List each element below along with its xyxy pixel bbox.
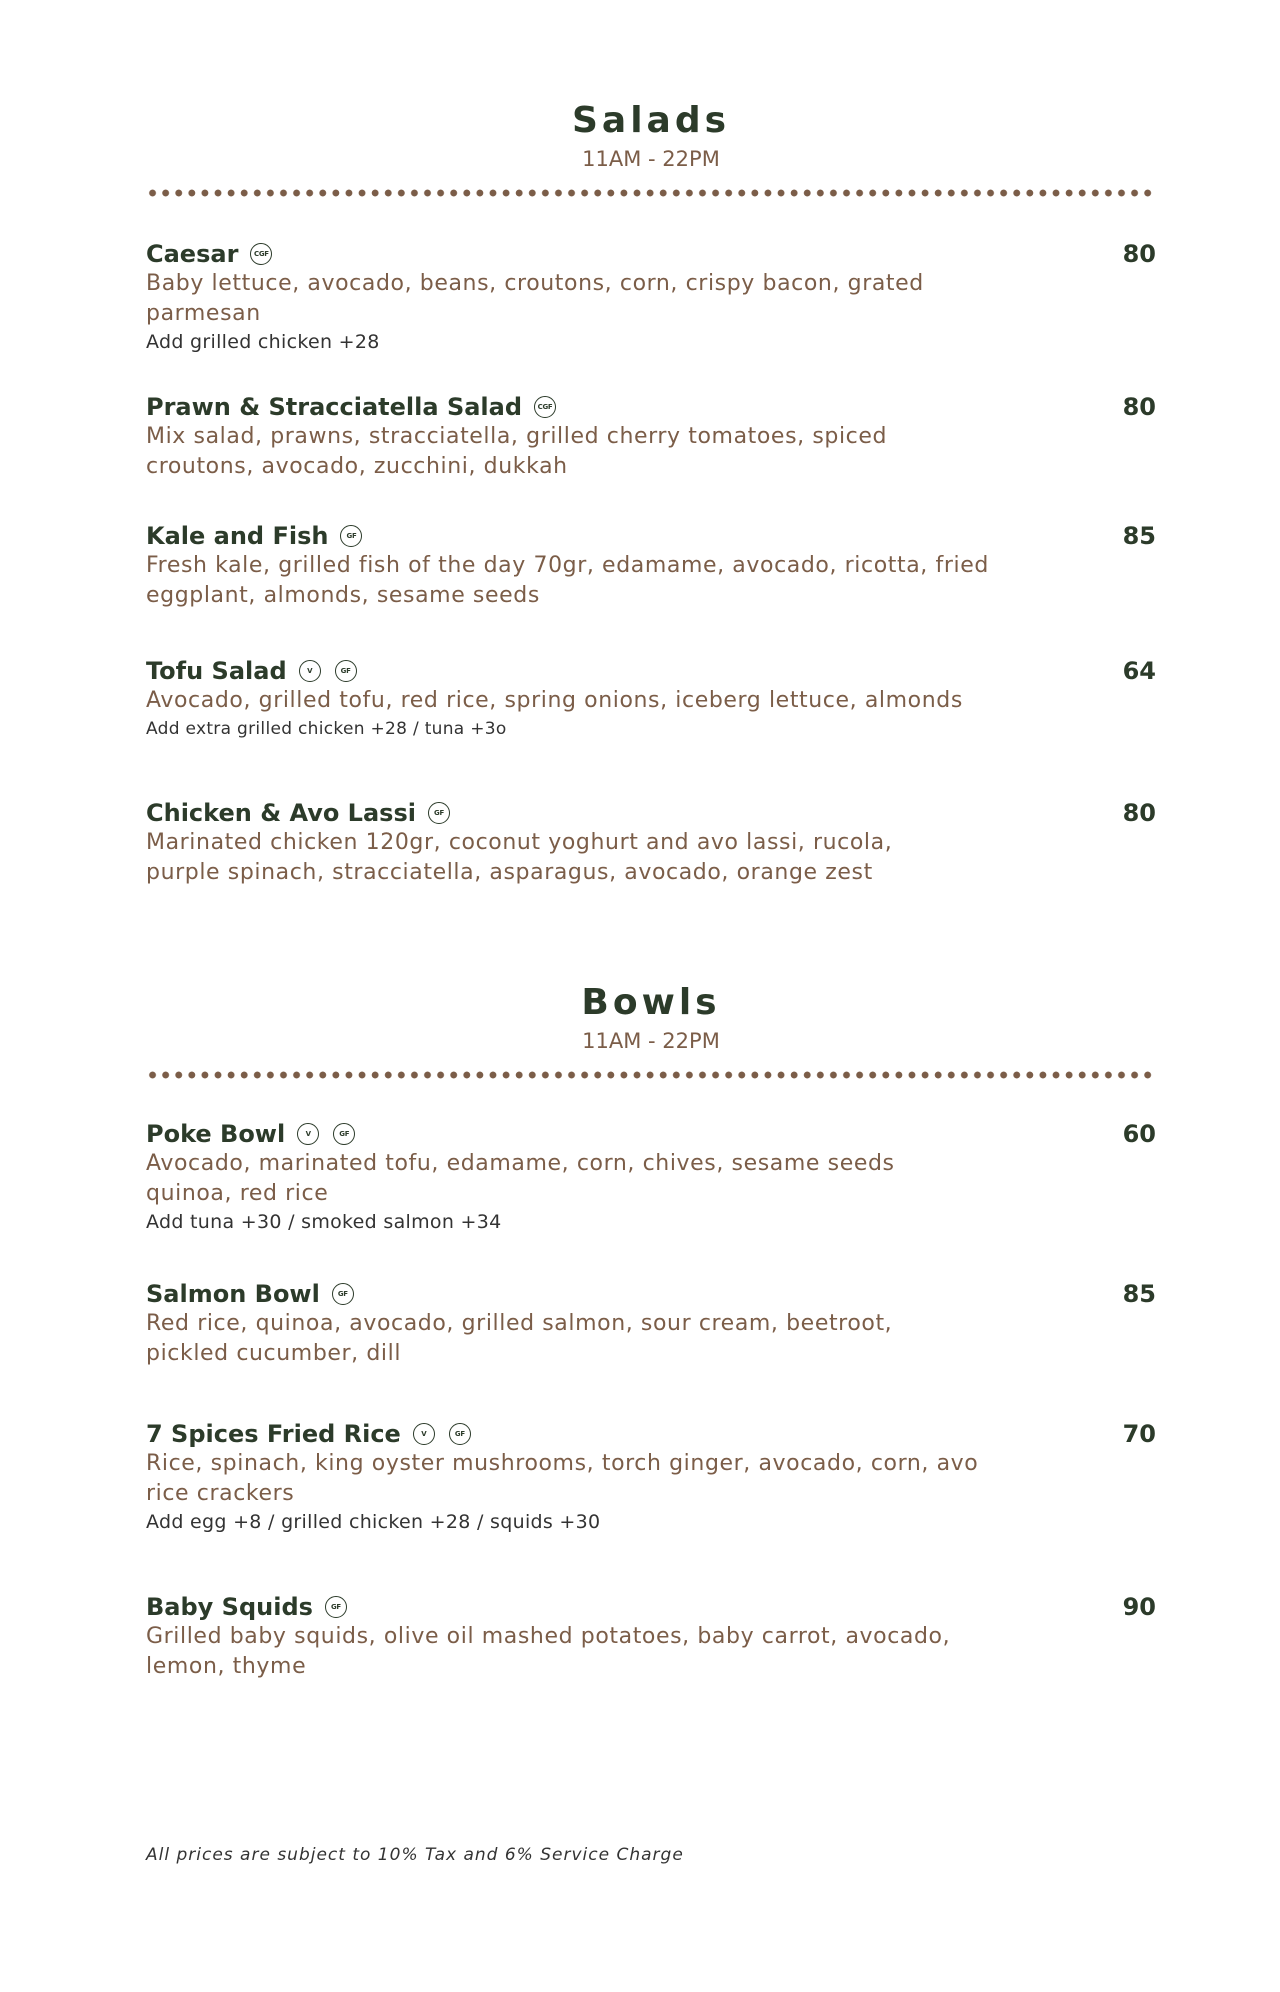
dotted-divider [146, 188, 1156, 198]
item-price: 85 [1122, 522, 1156, 550]
item-price: 80 [1122, 240, 1156, 268]
menu-item [146, 1279, 1156, 1369]
item-name: Prawn & Stracciatella Salad [146, 393, 523, 421]
section-hours: 11AM - 22PM [582, 147, 720, 171]
item-price: 64 [1122, 657, 1156, 685]
menu-item [146, 798, 1156, 888]
gf-icon: GF [332, 1283, 354, 1305]
item-description: Avocado, marinated tofu, edamame, corn, chives, sesame seeds quinoa, red rice [146, 1151, 895, 1206]
gf-icon: GF [449, 1423, 471, 1445]
gf-icon: GF [325, 1596, 347, 1618]
item-name: Kale and Fish [146, 522, 329, 550]
item-price: 80 [1122, 393, 1156, 421]
item-price: 85 [1122, 1280, 1156, 1308]
section-hours: 11AM - 22PM [582, 1029, 720, 1053]
cgf-icon: CGF [250, 243, 272, 265]
item-price: 70 [1122, 1420, 1156, 1448]
menu-item [146, 521, 1156, 611]
menu-item [146, 392, 1156, 482]
item-addon: Add egg +8 / grilled chicken +28 / squids +30 [146, 1511, 601, 1533]
item-name: 7 Spices Fried Rice [146, 1420, 401, 1448]
menu-item [146, 1419, 1156, 1535]
item-description: Marinated chicken 120gr, coconut yoghurt and avo lassi, rucola, purple spinach, stracciatella, asparagus, avocado, orange zest [146, 830, 893, 885]
salads-section [146, 100, 1156, 198]
item-description: Fresh kale, grilled fish of the day 70gr, edamame, avocado, ricotta, fried eggplant, almonds, sesame seeds [146, 553, 989, 608]
vegan-icon: V [413, 1423, 435, 1445]
footer-note: All prices are subject to 10% Tax and 6% Service Charge [146, 1845, 684, 1865]
bowls-section [146, 982, 1156, 1080]
item-addon: Add tuna +30 / smoked salmon +34 [146, 1211, 502, 1233]
item-addon: Add grilled chicken +28 [146, 331, 380, 353]
menu-item [146, 656, 1156, 742]
item-description: Avocado, grilled tofu, red rice, spring onions, iceberg lettuce, almonds [146, 688, 963, 713]
section-title: Salads [571, 100, 731, 141]
item-name: Baby Squids [146, 1593, 313, 1621]
vegan-icon: V [297, 1123, 319, 1145]
item-price: 80 [1122, 799, 1156, 827]
menu-item [146, 239, 1156, 355]
gf-icon: GF [335, 660, 357, 682]
gf-icon: GF [340, 525, 362, 547]
gf-icon: GF [333, 1123, 355, 1145]
menu-item [146, 1119, 1156, 1235]
item-description: Red rice, quinoa, avocado, grilled salmon, sour cream, beetroot, pickled cucumber, dill [146, 1311, 893, 1366]
item-name: Tofu Salad [146, 657, 287, 685]
item-description: Grilled baby squids, olive oil mashed potatoes, baby carrot, avocado, lemon, thyme [146, 1624, 951, 1679]
vegan-icon: V [299, 660, 321, 682]
item-name: Caesar [146, 240, 239, 268]
cgf-icon: CGF [534, 396, 556, 418]
item-price: 60 [1122, 1120, 1156, 1148]
dotted-divider [146, 1070, 1156, 1080]
section-title: Bowls [581, 982, 721, 1023]
item-description: Baby lettuce, avocado, beans, croutons, corn, crispy bacon, grated parmesan [146, 271, 924, 326]
item-name: Poke Bowl [146, 1120, 286, 1148]
menu-item [146, 1592, 1156, 1682]
item-name: Chicken & Avo Lassi [146, 799, 416, 827]
item-addon: Add extra grilled chicken +28 / tuna +3o [146, 719, 507, 739]
item-name: Salmon Bowl [146, 1280, 320, 1308]
item-description: Mix salad, prawns, stracciatella, grilled cherry tomatoes, spiced croutons, avocado, zucchini, dukkah [146, 424, 888, 479]
item-price: 90 [1122, 1593, 1156, 1621]
item-description: Rice, spinach, king oyster mushrooms, torch ginger, avocado, corn, avo rice crackers [146, 1451, 979, 1506]
gf-icon: GF [428, 802, 450, 824]
